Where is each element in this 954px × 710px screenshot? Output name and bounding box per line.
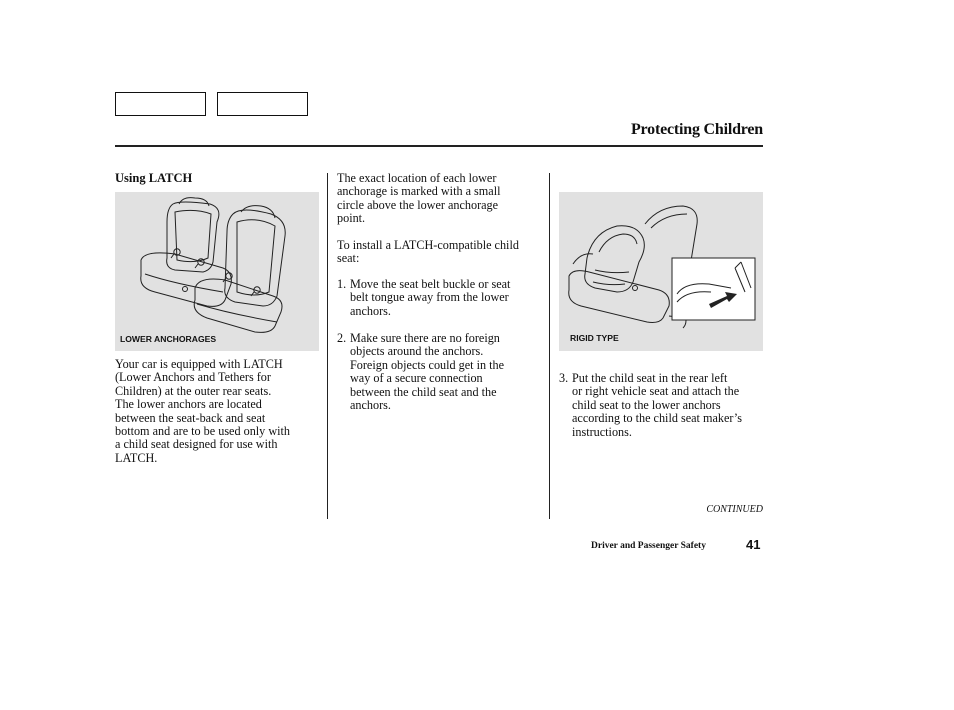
text-line: The lower anchors are located bbox=[115, 397, 262, 412]
lower-anchorages-figure bbox=[115, 192, 319, 351]
text-line: Put the child seat in the rear left bbox=[572, 371, 728, 385]
install-intro-paragraph bbox=[337, 239, 542, 266]
anchorage-location-paragraph bbox=[337, 172, 542, 226]
header-tab-box-right bbox=[217, 92, 308, 116]
text-line: according to the child seat maker’s bbox=[572, 411, 742, 426]
figure-caption-rigid-type: RIGID TYPE bbox=[570, 333, 619, 343]
column-divider-2 bbox=[549, 173, 550, 519]
text-line: Move the seat belt buckle or seat bbox=[350, 277, 511, 291]
text-line: point. bbox=[337, 211, 366, 226]
text-line: (Lower Anchors and Tethers for bbox=[115, 370, 271, 385]
header-tab-box-left bbox=[115, 92, 206, 116]
rigid-type-figure bbox=[559, 192, 763, 351]
text-line: Children) at the outer rear seats. bbox=[115, 383, 272, 398]
text-line: bottom and are to be used only with bbox=[115, 424, 290, 439]
text-line: or right vehicle seat and attach the bbox=[572, 384, 740, 399]
step-number: 3. bbox=[559, 371, 569, 385]
column-divider-1 bbox=[327, 173, 328, 519]
step-text bbox=[350, 278, 510, 318]
page-number: 41 bbox=[746, 537, 761, 552]
text-line: The exact location of each lower bbox=[337, 171, 497, 185]
text-line: belt tongue away from the lower bbox=[350, 290, 509, 305]
child-seat-illustration bbox=[559, 192, 763, 351]
step-number: 1. bbox=[337, 277, 347, 291]
text-line: child seat to the lower anchors bbox=[572, 397, 721, 412]
text-line: way of a secure connection bbox=[350, 371, 483, 386]
text-line: anchors. bbox=[350, 303, 391, 318]
text-line: a child seat designed for use with bbox=[115, 437, 278, 452]
text-line: seat: bbox=[337, 251, 360, 266]
text-line: LATCH. bbox=[115, 450, 158, 465]
header-rule bbox=[115, 145, 763, 147]
text-line: anchors. bbox=[350, 398, 391, 413]
step-number: 2. bbox=[337, 331, 347, 345]
text-line: Your car is equipped with LATCH bbox=[115, 357, 283, 371]
latch-description bbox=[115, 358, 320, 465]
step-1 bbox=[337, 278, 542, 320]
footer-section-label: Driver and Passenger Safety bbox=[591, 541, 706, 551]
text-line: between the child seat and the bbox=[350, 384, 497, 399]
text-line: instructions. bbox=[572, 424, 632, 439]
text-line: Make sure there are no foreign bbox=[350, 331, 500, 345]
step-text bbox=[572, 372, 742, 439]
text-line: To install a LATCH-compatible child bbox=[337, 238, 519, 252]
text-line: anchorage is marked with a small bbox=[337, 184, 501, 199]
text-line: objects around the anchors. bbox=[350, 344, 484, 359]
section-heading: Using LATCH bbox=[115, 171, 193, 185]
text-line: Foreign objects could get in the bbox=[350, 357, 505, 372]
step-3 bbox=[559, 372, 764, 442]
text-line: circle above the lower anchorage bbox=[337, 197, 499, 212]
continued-label: CONTINUED bbox=[706, 504, 763, 515]
rear-seat-illustration bbox=[115, 192, 319, 351]
figure-caption-lower-anchorages: LOWER ANCHORAGES bbox=[120, 334, 217, 344]
page-title: Protecting Children bbox=[630, 121, 763, 138]
text-line: between the seat-back and seat bbox=[115, 410, 266, 425]
step-2 bbox=[337, 332, 542, 414]
step-text bbox=[350, 332, 504, 412]
